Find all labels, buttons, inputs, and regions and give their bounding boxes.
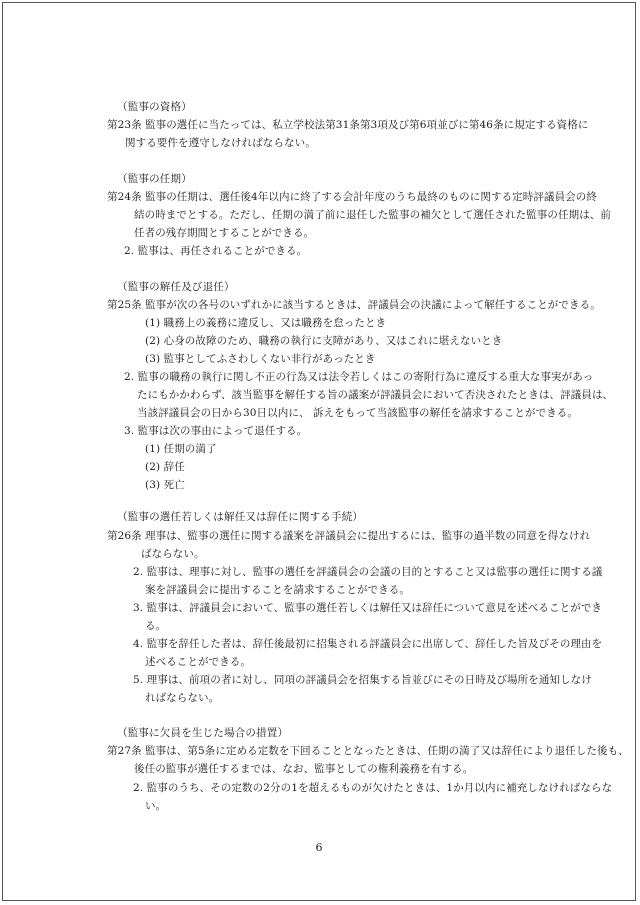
list-item: (2) 辞任 xyxy=(145,461,185,473)
article-23 xyxy=(107,117,588,132)
section-heading-auditor-term: （監事の任期） xyxy=(117,173,192,185)
article-text-continued: 案を評議員会に提出することを請求することができる。 xyxy=(145,584,410,596)
article-paragraph: 2. 監事のうち、その定数の2分の1を超えるものが欠けたときは、1か月以内に補充しなければならな xyxy=(133,782,613,794)
list-item: (2) 心身の故障のため、職務の執行に支障があり、又はこれに堪えないとき xyxy=(145,335,503,347)
article-25 xyxy=(107,297,601,312)
article-24 xyxy=(107,189,597,204)
article-paragraph: 5. 理事は、前項の者に対し、同項の評議員会を招集する旨並びにその日時及び場所を通知しなけ xyxy=(133,674,592,686)
section-heading-auditor-vacancy: （監事に欠員を生じた場合の措置） xyxy=(117,727,289,739)
article-paragraph: 2. 監事は、理事に対し、監事の選任を評議員会の会議の目的とすること又は監事の選任に関する議 xyxy=(133,566,603,578)
article-number: 第24条 xyxy=(107,191,142,203)
article-paragraph: 3. 監事は次の事由によって退任する。 xyxy=(124,425,308,437)
article-text-continued: 後任の監事が選任するまでは、なお、監事としての権利義務を有する。 xyxy=(134,763,474,775)
page-number: 6 xyxy=(315,841,323,854)
article-number: 第27条 xyxy=(107,745,142,757)
article-paragraph: 3. 監事は、評議員会において、監事の選任若しくは解任又は辞任について意見を述べることができ xyxy=(133,602,603,614)
article-27 xyxy=(107,743,629,758)
article-text-continued: 関する要件を遵守しなければならない。 xyxy=(125,137,316,149)
article-number: 第25条 xyxy=(107,299,142,311)
article-paragraph: 2. 監事の職務の執行に関し不正の行為又は法令若しくはこの寄附行為に違反する重大な事実があっ xyxy=(124,371,594,383)
article-text: 理事は、監事の選任に関する議案を評議員会に提出するには、監事の過半数の同意を得なけれ xyxy=(145,530,591,542)
article-text-continued: 当該評議員会の日から30日以内に、 訴えをもって当該監事の解任を請求することができる。 xyxy=(137,407,578,419)
article-text-continued: る。 xyxy=(145,620,167,632)
article-text: 監事の任期は、選任後4年以内に終了する会計年度のうち最終のものに関する定時評議員会の終 xyxy=(145,191,597,203)
article-text-continued: い。 xyxy=(145,800,167,812)
article-text-continued: ばならない。 xyxy=(141,548,205,560)
article-26 xyxy=(107,528,590,543)
section-heading-auditor-qualification: （監事の資格） xyxy=(117,101,192,113)
article-text-continued: 述べることができる。 xyxy=(145,656,251,668)
section-heading-auditor-procedures: （監事の選任若しくは解任又は辞任に関する手続） xyxy=(117,511,364,523)
article-number: 第26条 xyxy=(107,530,142,542)
article-paragraph: 2. 監事は、再任されることができる。 xyxy=(124,245,308,257)
article-text-continued: 任者の残存期間とすることができる。 xyxy=(134,227,315,239)
article-text: 監事の選任に当たっては、私立学校法第31条第3項及び第6項並びに第46条に規定する資格に xyxy=(145,119,589,131)
article-text: 監事が次の各号のいずれかに該当するときは、評議員会の決議によって解任することができる。 xyxy=(145,299,601,311)
list-item: (3) 監事としてふさわしくない非行があったとき xyxy=(145,353,376,365)
article-number: 第23条 xyxy=(107,119,142,131)
section-heading-auditor-dismissal: （監事の解任及び退任） xyxy=(117,281,235,293)
document-page xyxy=(2,2,636,901)
article-text-continued: ればならない。 xyxy=(145,692,220,704)
article-text-continued: たにもかかわらず、該当監事を解任する旨の議案が評議員会において否決されたときは、評議員は、 xyxy=(137,389,614,401)
list-item: (1) 任期の満了 xyxy=(145,443,217,455)
article-text-continued: 結の時までとする。ただし、任期の満了前に退任した監事の補欠として選任された監事の任期は、前 xyxy=(134,209,611,221)
list-item: (1) 職務上の義務に違反し、又は職務を怠ったとき xyxy=(145,317,387,329)
article-text: 監事は、第5条に定める定数を下回ることとなったときは、任期の満了又は辞任により退任した後も、 xyxy=(145,745,629,757)
article-paragraph: 4. 監事を辞任した者は、辞任後最初に招集される評議員会に出席して、辞任した旨及びその理由を xyxy=(133,638,603,650)
list-item: (3) 死亡 xyxy=(145,479,185,491)
